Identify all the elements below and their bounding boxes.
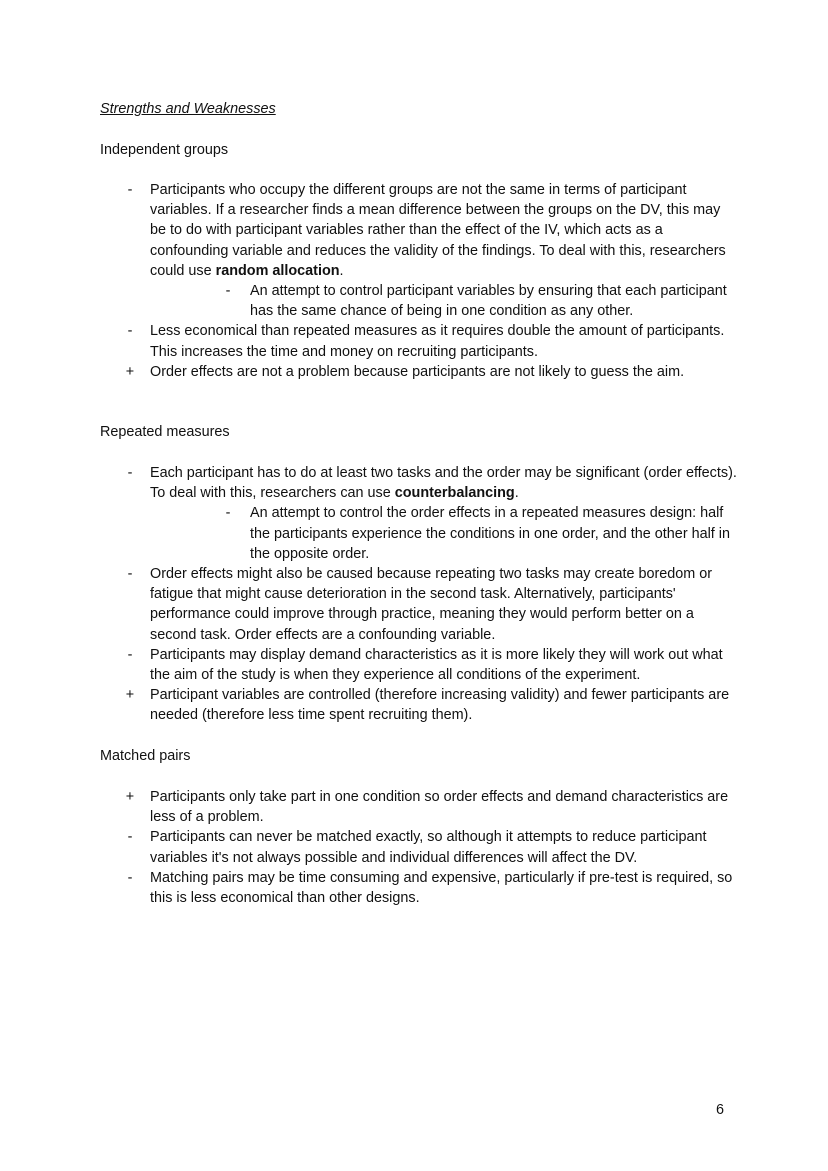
key-term-counterbalancing: counterbalancing [394,485,515,502]
item-text: Participant variables are controlled (therefore increasing validity) and fewer participants are needed (therefore less time spent recruiting them). [150,687,730,724]
independent-groups-list [100,180,740,382]
repeated-measures-list [100,463,740,726]
item-text: Participants can never be matched exactly, so although it attempts to reduce participant variables it's not always possible and individual differences will affect the DV. [150,829,707,866]
sub-list-item [100,281,740,321]
list-marker: + [125,687,135,704]
item-text: Order effects might also be caused because repeating two tasks may create boredom or fatigue that might cause deterioration in the second task. Alternatively, participants' performance could improve through practice, meaning they would perform better on a second task. Order effects are a confounding variable. [150,566,713,643]
list-item [100,827,740,867]
sub-item-text: An attempt to control the order effects in a repeated measures design: half the participants experience the conditions in one order, and the other half in the opposite order. [250,505,731,562]
key-term-random-allocation: random allocation [215,262,340,279]
item-text: Participants only take part in one condition so order effects and demand characteristics are less of a problem. [150,789,729,826]
list-marker: - [127,646,133,663]
section-title-independent-groups: Independent groups [100,142,229,158]
list-marker: - [127,869,133,886]
list-marker: + [125,363,135,380]
list-item [100,787,740,827]
item-text: Participants may display demand characteristics as it is more likely they will work out what the aim of the study is when they experience all conditions of the experiment. [150,646,723,684]
list-marker: - [127,323,133,340]
list-item [100,180,740,281]
list-marker: - [225,505,231,522]
sub-item-text: An attempt to control participant variables by ensuring that each participant has the same chance of being in one condition as any other. [250,283,727,320]
item-text: Matching pairs may be time consuming and expensive, particularly if pre-test is required, so this is less economical than other designs. [150,869,733,907]
list-marker: + [125,789,135,805]
list-item [100,685,740,725]
list-marker: - [127,829,133,846]
item-text: Participants who occupy the different groups are not the same in terms of participant variables. If a researcher finds a mean difference between the groups on the DV, this may be to do with participant variables rather than the effect of the IV, which acts as a confounding variable and reduces the validity of the findings. To deal with this, researchers could use [150,182,726,279]
list-marker: - [127,465,133,481]
list-item [100,321,740,361]
list-item [100,463,740,503]
sub-list-item [100,503,740,564]
section-title-repeated-measures: Repeated measures [100,424,230,440]
list-marker: - [127,566,133,583]
list-marker: - [127,182,133,198]
section-title-matched-pairs: Matched pairs [100,748,191,764]
list-item [100,362,740,382]
list-item [100,868,740,908]
page-heading: Strengths and Weaknesses [100,101,276,117]
page-number: 6 [716,1102,725,1118]
item-text: Order effects are not a problem because participants are not likely to guess the aim. [150,363,685,380]
list-item [100,564,740,645]
item-text: Less economical than repeated measures as it requires double the amount of participants. This increases the time and money on recruiting participants. [150,323,725,360]
item-text-end: . [339,262,344,279]
item-text-end: . [514,485,519,502]
item-text: Each participant has to do at least two tasks and the order may be significant (order effects). To deal with this, researchers can use [150,465,737,502]
list-marker: - [225,283,231,300]
matched-pairs-list [100,787,740,908]
list-item [100,645,740,685]
